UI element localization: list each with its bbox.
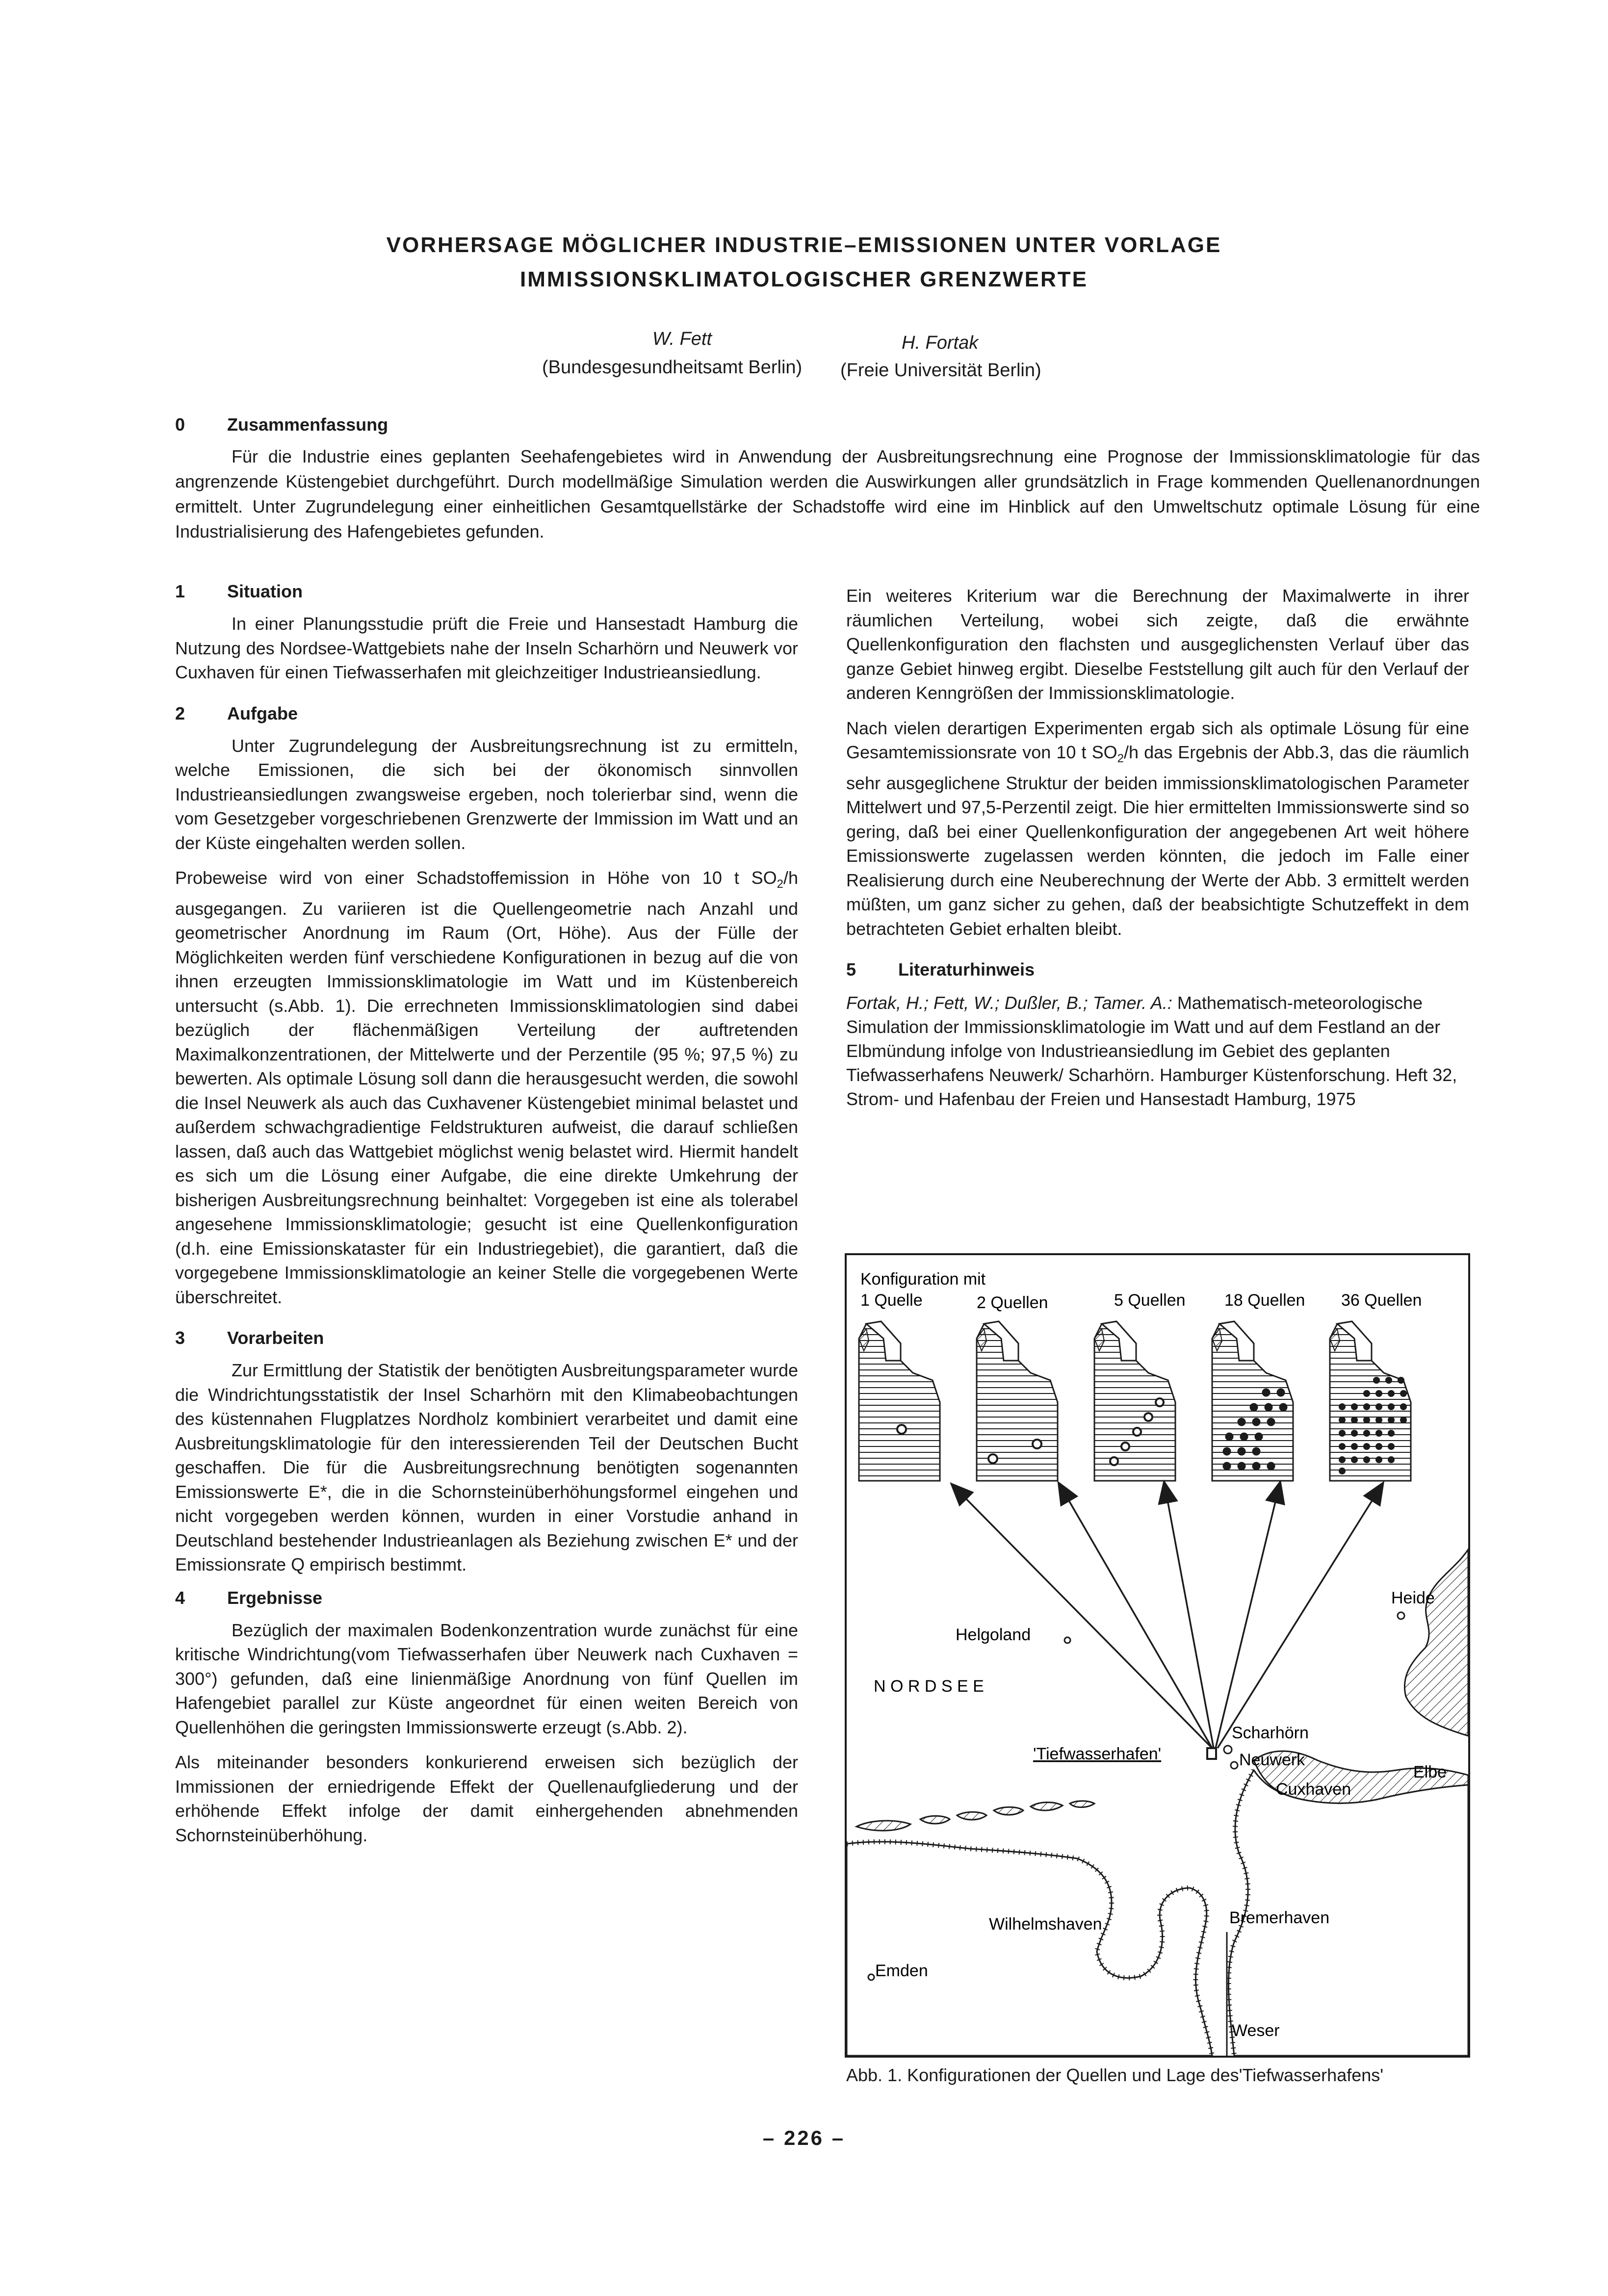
source-marker (1033, 1440, 1041, 1448)
section-0-title: Zusammenfassung (227, 414, 389, 435)
label-bremerhaven: Bremerhaven (1229, 1909, 1330, 1927)
config-panel-2 (977, 1321, 1058, 1481)
config-panel-5 (1094, 1321, 1175, 1481)
label-cuxhaven: Cuxhaven (1276, 1780, 1351, 1799)
label-scharhoern: Scharhörn (1232, 1724, 1309, 1742)
config-label-18: 18 Quellen (1224, 1291, 1305, 1310)
section-2-number: 2 (175, 703, 185, 723)
section-4-title: Ergebnisse (227, 1587, 323, 1608)
results-paragraph-1: Ein weiteres Kriterium war die Berechnung der Maximalwerte in ihrer räumlichen Verteilung, wobei sich zeigte, daß die erwähnte Quellenkonfiguration den flachsten und ausgeglichensten Verlauf über das ganze Gebiet hinweg ergibt. Dieselbe Feststellung gilt auch für den Verlauf der anderen Kenngrößen der Immissionsklimatologie. (846, 586, 1469, 703)
page-number: – 226 – (762, 2126, 846, 2149)
paper-title-line1: VORHERSAGE MÖGLICHER INDUSTRIE–EMISSIONEN UNTER VORLAGE (386, 233, 1222, 257)
label-elbe: Elbe (1413, 1763, 1447, 1781)
right-column (846, 584, 1469, 1111)
section-3-number: 3 (175, 1328, 185, 1348)
coastline-west (847, 1842, 1212, 2056)
label-nordsee: N O R D S E E (874, 1677, 984, 1696)
section-1-paragraph: In einer Planungsstudie prüft die Freie und Hansestadt Hamburg die Nutzung des Nordsee-Wattgebiets nahe der Inseln Scharhörn und Neuwerk vor Cuxhaven für einen Tiefwasserhafen mit gleichzeitiger Industrieansiedlung. (175, 614, 798, 682)
neuwerk-marker (1231, 1762, 1238, 1769)
author-fortak: H. Fortak (902, 333, 979, 353)
source-marker (1133, 1428, 1141, 1436)
config-label-2: 2 Quellen (977, 1293, 1048, 1312)
config-label-5: 5 Quellen (1114, 1291, 1186, 1310)
section-2-paragraph-1: Unter Zugrundelegung der Ausbreitungsrechnung ist zu ermitteln, welche Emissionen, die sich bei der ökonomisch sinnvollen Industrieansiedlungen zwangsweise ergeben, noch tolerierbar sind, wenn die vom Gesetzgeber vorgeschriebenen Grenzwerte der Immission im Watt und an der Küste eingehalten werden sollen. (175, 735, 798, 853)
source-marker (1121, 1443, 1129, 1450)
author-fett: W. Fett (652, 329, 712, 349)
heide-marker (1398, 1612, 1404, 1619)
label-weser: Weser (1232, 2021, 1280, 2040)
config-panel-18 (1212, 1321, 1293, 1481)
section-5-title: Literaturhinweis (898, 959, 1035, 980)
section-5-number: 5 (846, 959, 856, 980)
label-heide: Heide (1391, 1589, 1435, 1607)
left-column (175, 581, 798, 1858)
section-3-title: Vorarbeiten (227, 1328, 324, 1348)
paper-title-line2: IMMISSIONSKLIMATOLOGISCHER GRENZWERTE (519, 267, 1089, 291)
section-4-number: 4 (175, 1587, 185, 1608)
label-tiefwasserhafen: 'Tiefwasserhafen' (1033, 1745, 1162, 1763)
label-wilhelmshaven: Wilhelmshaven (989, 1915, 1102, 1934)
figure-1-map (847, 1255, 1468, 2056)
section-2-paragraph-2: Probeweise wird von einer Schadstoffemission in Höhe von 10 t $SO_2/h$ ausgegangen. Zu variieren ist die Quellengeometrie nach Anzahl und geometrischer Anordnung im Raum (Ort, Höhe). Aus der Fülle der Möglichkeiten werden fünf verschiedene Konfigurationen in bezug auf die von ihnen erzeugten Immissionsklimatologie im Watt und im Küstenbereich untersucht (s.Abb. 1). Die errechneten Immissionsklimatologien sind dabei bezüglich der flächenmäßigen Verteilung der auftretenden Maximalkonzentrationen, der Mittelwerte und der Perzentile (95 %; 97,5 %) zu bewerten. Als optimale Lösung soll dann die herausgesucht werden, die sowohl die Insel Neuwerk als auch das Cuxhavener Küstengebiet minimal belastet und außerdem schwachgradientige Feldstrukturen aufweist, die darauf schließen lassen, daß auch das Wattgebiet möglichst wenig belastet wird. Hiermit handelt es sich um die Lösung einer Aufgabe, die eine direkte Umkehrung der bisherigen Ausbreitungsrechnung beinhaltet: Vorgegeben ist eine als tolerabel angesehene Immissionsklimatologie; gesucht ist eine Quellenkonfiguration (d.h. eine Emissionskataster für ein Industriegebiet), die garantiert, daß die vorgegebene Immissionsklimatologie an keiner Stelle die vorgegebenen Werte überschreitet. (175, 868, 798, 1307)
figure-heading: Konfiguration mit (860, 1270, 986, 1289)
section-2-title: Aufgabe (227, 703, 298, 723)
source-marker (1156, 1398, 1164, 1406)
affiliation-bga: (Bundesgesundheitsamt Berlin) (542, 357, 803, 378)
config-panel-36 (1330, 1321, 1411, 1481)
config-label-1: 1 Quelle (860, 1291, 923, 1310)
source-marker (1144, 1413, 1152, 1421)
label-helgoland: Helgoland (956, 1625, 1031, 1644)
helgoland-marker (1064, 1637, 1070, 1643)
figure-1-caption: Abb. 1. Konfigurationen der Quellen und Lage des'Tiefwasserhafens' (846, 2065, 1384, 2085)
source-marker (988, 1454, 997, 1463)
section-0-number: 0 (175, 414, 185, 435)
label-emden: Emden (875, 1961, 928, 1980)
affiliation-fu: (Freie Universität Berlin) (840, 360, 1041, 381)
section-3-paragraph: Zur Ermittlung der Statistik der benötigten Ausbreitungsparameter wurde die Windrichtungsstatistik der Insel Scharhörn mit den Klimabeobachtungen des küstennahen Flugplatzes Nordholz kombiniert verarbeitet und damit eine Ausbreitungsklimatologie für den interessierenden Teil der Deutschen Bucht geschaffen. Die für die Ausbreitungsrechnung benötigten sogenannten Emissionswerte E*, die in die Schornsteinüberhöhungsformel eingehen und nicht vorgegeben werden können, wurden in einer Vorstudie anhand in Deutschland bestehender Industrieanlagen als Beziehung zwischen E* und der Emissionsrate Q empirisch bestimmt. (175, 1360, 798, 1575)
section-4-paragraph-1: Bezüglich der maximalen Bodenkonzentration wurde zunächst für eine kritische Windrichtung(vom Tiefwasserhafen über Neuwerk nach Cuxhaven = 300°) gefunden, daß eine linienmäßige Anordnung von fünf Quellen im Hafengebiet parallel zur Küste angeordnet für einen weiten Bereich von Quellenhöhen die geringsten Immissionswerte erzeugt (s.Abb. 2). (175, 1620, 798, 1737)
frisian-islands (856, 1801, 1094, 1831)
scharhoern-marker (1224, 1746, 1232, 1754)
harbour-site-marker (1207, 1748, 1216, 1759)
figure-1-frame (845, 1253, 1470, 2058)
abstract-text: Für die Industrie eines geplanten Seehafengebietes wird in Anwendung der Ausbreitungsrechnung eine Prognose der Immissionsklimatologie für das angrenzende Küstengebiet durchgeführt. Durch modellmäßige Simulation werden die Auswirkungen aller grundsätzlich in Frage kommenden Quellenanordnungen ermittelt. Unter Zugrundelegung einer einheitlichen Gesamtquellstärke der Schadstoffe wird eine im Hinblick auf den Umweltschutz optimale Lösung für eine Industrialisierung des Hafengebietes gefunden. (175, 446, 1480, 542)
source-marker (897, 1425, 906, 1434)
config-label-36: 36 Quellen (1341, 1291, 1422, 1310)
reference-entry: Fortak, H.; Fett, W.; Dußler, B.; Tamer. A.: Mathematisch-meteorologische Simulation der Immissionsklimatologie im Watt und auf dem Festland an der Elbmündung infolge von Industrieansiedlung im Gebiet des geplanten Tiefwasserhafens Neuwerk/ Scharhörn. Hamburger Küstenforschung. Heft 32, Strom- und Hafenbau der Freien und Hansestadt Hamburg, 1975 (846, 993, 1457, 1109)
label-neuwerk: Neuwerk (1239, 1751, 1305, 1769)
source-marker (1110, 1457, 1118, 1465)
results-paragraph-2: Nach vielen derartigen Experimenten ergab sich als optimale Lösung für eine Gesamtemissionsrate von 10 t $SO_2/h$ das Ergebnis der Abb.3, das die räumlich sehr ausgeglichene Struktur der beiden immissionsklimatologischen Parameter Mittelwert und 97,5-Perzentil zeigt. Die hier ermittelten Immissionswerte sind so gering, daß bei einer Quellenkonfiguration der angegebenen Art weit höhere Emissionswerte zugelassen werden könnten, die jedoch im Falle einer Realisierung durch eine Neuberechnung der Werte der Abb. 3 ermittelt werden müßten, um ganz sicher zu gehen, daß der beabsichtigte Schutzeffekt in dem betrachteten Gebiet erhalten bleibt. (846, 718, 1469, 939)
config-arrows (957, 1490, 1379, 1748)
section-1-title: Situation (227, 581, 303, 601)
section-4-paragraph-2: Als miteinander besonders konkurierend erweisen sich bezüglich der Immissionen der erniedrigende Effekt der Quellenaufgliederung und der erhöhende Effekt infolge der damit einhergehenden abnehmenden Schornsteinüberhöhung. (175, 1752, 798, 1845)
emden-marker (868, 1974, 874, 1980)
coastline-east (1228, 1549, 1468, 2056)
config-panel-1 (859, 1321, 940, 1481)
section-1-number: 1 (175, 581, 185, 601)
